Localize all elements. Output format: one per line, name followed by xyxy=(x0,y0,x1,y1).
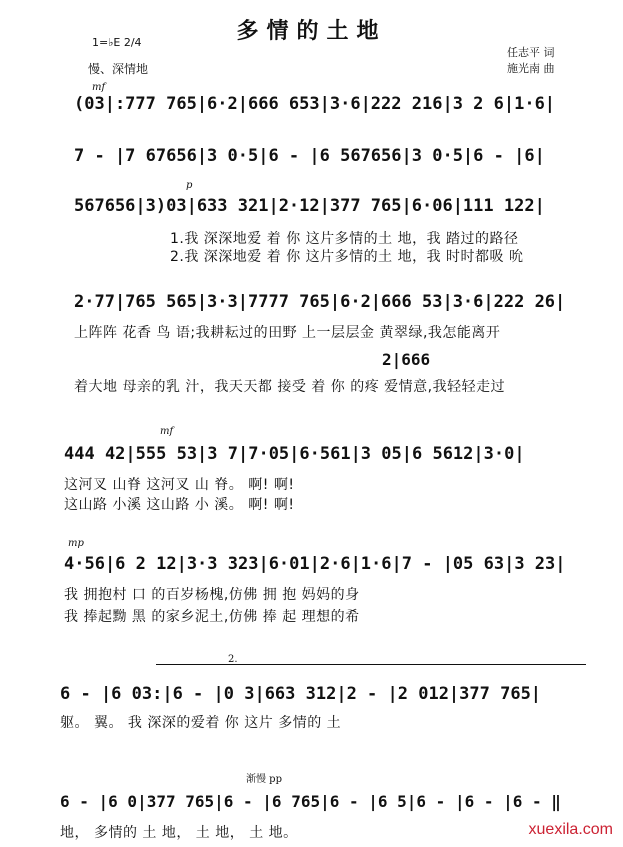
lyric-line: 地， 多情的 土 地， 土 地， 土 地。 xyxy=(60,825,298,841)
tempo-dynamic-mark: 渐慢 pp xyxy=(246,774,282,785)
dynamic-mark: mf xyxy=(92,82,106,93)
lyric-line-verse-1: 上阵阵 花香 鸟 语;我耕耘过的田野 上一层层金 黄翠绿,我怎能离开 xyxy=(74,325,501,341)
notation-line: 2·77|765 565|3·3|7777 765|6·2|666 53|3·6|222 26| xyxy=(74,292,566,312)
lyric-line-verse-2: 这山路 小溪 这山路 小 溪。 啊! 啊! xyxy=(64,497,295,513)
volta-bracket xyxy=(156,664,586,665)
notation-line: 6 - |6 03:|6 - |0 3|663 312|2 - |2 012|377 765| xyxy=(60,684,542,704)
dynamic-mark: p xyxy=(186,180,193,191)
notation-line: (03|:777 765|6·2|666 653|3·6|222 216|3 2 6|1·6| xyxy=(74,94,556,114)
notation-line: 567656|3)03|633 321|2·12|377 765|6·06|111 122| xyxy=(74,196,545,216)
tempo-marking: 慢、深情地 xyxy=(88,62,149,76)
dynamic-mark: mp xyxy=(68,538,84,549)
song-title: 多情的土地 xyxy=(236,19,387,44)
composer-credit: 施光南 曲 xyxy=(507,62,555,75)
notation-line: 4·56|6 2 12|3·3 323|6·01|2·6|1·6|7 - |05 63|3 23| xyxy=(64,554,566,574)
notation-line: 7 - |7 67656|3 0·5|6 - |6 567656|3 0·5|6 - |6| xyxy=(74,146,545,166)
notation-line: 6 - |6 0|377 765|6 - |6 765|6 - |6 5|6 - |6 - |6 - ‖ xyxy=(60,792,561,811)
volta-label: 2. xyxy=(228,654,238,665)
site-watermark: xuexila.com xyxy=(528,821,613,838)
lyric-line-verse-2: 我 捧起黝 黑 的家乡泥土,仿佛 捧 起 理想的希 xyxy=(64,609,360,625)
notation-line: 444 42|555 53|3 7|7·05|6·561|3 05|6 5612|3·0| xyxy=(64,444,525,464)
dynamic-mark: mf xyxy=(160,426,174,437)
lyric-line-verse-2: 着大地 母亲的乳 汁，我天天都 接受 着 你 的疼 爱情意,我轻轻走过 xyxy=(74,379,506,395)
alternate-notation: 2|666 xyxy=(382,350,431,369)
key-signature: 1=♭E 2/4 xyxy=(92,36,142,49)
lyric-line: 躯。 翼。 我 深深的爱着 你 这片 多情的 土 xyxy=(60,715,342,731)
lyricist-credit: 任志平 词 xyxy=(507,46,555,59)
lyric-line-verse-1: 1.我 深深地爱 着 你 这片多情的土 地，我 踏过的路径 xyxy=(170,231,519,247)
lyric-line-verse-1: 这河叉 山脊 这河叉 山 脊。 啊! 啊! xyxy=(64,477,295,493)
lyric-line-verse-2: 2.我 深深地爱 着 你 这片多情的土 地，我 时时都吸 吮 xyxy=(170,249,524,265)
lyric-line-verse-1: 我 拥抱村 口 的百岁杨槐,仿佛 拥 抱 妈妈的身 xyxy=(64,587,360,603)
